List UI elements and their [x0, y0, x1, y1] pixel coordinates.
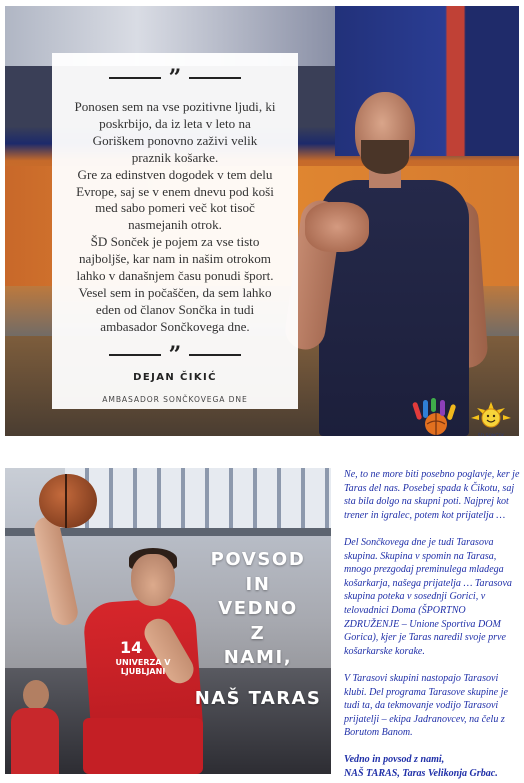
ambassador-photo	[5, 6, 519, 439]
quote-line: poskrbijo, da iz leta v leto na	[99, 115, 251, 131]
basketball-icon	[39, 474, 97, 528]
quote-line: Vesel sem in počaščen, da sem lahko	[78, 284, 272, 300]
figure-beard	[361, 140, 409, 174]
spectator-figure	[11, 680, 59, 774]
article-closing-line: NAŠ TARAS, Taras Velikonja Grbac.	[344, 768, 498, 780]
figure-clapping-hands	[305, 202, 369, 252]
quote-line: eden od članov Sončka in tudi	[95, 301, 255, 317]
article-paragraph: Ne, to ne more biti posebno poglavje, ker je Taras del nas. Posebej spada k Čikotu, saj sta bila dolgo na skupni poti. Najprej kot trener in igralec, potem kot prijatelja …	[344, 469, 520, 521]
article-closing-line: Vedno in povsod z nami,	[344, 754, 445, 766]
hall-windows	[65, 468, 331, 528]
tribute-overlay-text	[173, 548, 331, 711]
quote-line: Ponosen sem na vse pozitivne ljudi, ki	[74, 99, 276, 114]
ambassador-figure	[293, 92, 483, 436]
quote-rule-line	[189, 354, 241, 356]
sun-logo-caption: ŠD SONČEK	[477, 434, 505, 439]
article-column	[344, 468, 522, 781]
overlay-line: IN	[245, 573, 271, 595]
quote-line: Goriškem ponovno zaživi velik	[92, 132, 258, 148]
quote-line: nasmejanih otrok.	[128, 217, 222, 233]
quote-line: Evrope, saj se v enem dnevu pod koši	[76, 183, 274, 199]
quote-line: lahko v današnjem času ponudi šport.	[76, 268, 274, 284]
jersey-number: 14	[120, 638, 143, 657]
quote-rule-line	[109, 77, 161, 79]
quote-mark-icon: ”	[168, 341, 182, 368]
quote-line: med sabo pomeri več kot tisoč	[95, 200, 255, 216]
overlay-line: Z	[250, 622, 266, 644]
sun-logo-icon	[471, 402, 511, 439]
hands-logo-icon	[409, 398, 465, 436]
quote-rule-top	[66, 65, 284, 91]
overlay-tag: NAŠ TARAS	[194, 687, 322, 709]
overlay-line: NAMI,	[223, 647, 293, 668]
quote-author: DEJAN ČIKIĆ	[133, 371, 217, 383]
tribute-photo	[5, 468, 331, 774]
quote-line: Gre za edinstven dogodek v tem delu	[77, 166, 273, 182]
quote-line: ambasador Sončkovega dne.	[100, 318, 250, 334]
quote-line: praznik košarke.	[131, 149, 219, 165]
quote-line: najboljše, kar nam in našim otrokom	[78, 251, 271, 267]
overlay-line: POVSOD	[210, 549, 306, 570]
player-head	[131, 554, 175, 606]
player-shorts	[83, 718, 203, 774]
spectator-head	[23, 680, 49, 710]
quote-rule-line	[109, 354, 161, 356]
quote-author-role: AMBASADOR SONČKOVEGA DNE	[102, 394, 248, 404]
jersey-text: UNIVERZA V LJUBLJANI	[115, 658, 171, 676]
overlay-line: VEDNO	[218, 598, 298, 619]
quote-text	[66, 99, 284, 336]
quote-rule-bottom	[66, 341, 284, 368]
quote-mark-icon: ”	[168, 65, 182, 91]
article-paragraph: V Tarasovi skupini nastopajo Tarasovi klubi. Del programa Tarasove skupine je tudi ta, da tekmovanje vodijo Tarasovi prijatelji – ekipa Jadranovcev, na čelu z Borutom Banom.	[344, 672, 508, 739]
spectator-body	[11, 708, 59, 774]
quote-rule-line	[189, 77, 241, 79]
quote-line: ŠD Sonček je pojem za vse tisto	[90, 234, 260, 250]
quote-card	[52, 53, 298, 409]
article-paragraph: Del Sončkovega dne je tudi Tarasova skupina. Skupina v spomin na Tarasa, mnogo prezgodaj preminulega mladega košarkarja, našega prijatelja … Tarasova skupina poteka v sosednji Gorici, v telovadnici Doma (ŠPORTNO ZDRUŽENJE – Unione Sportiva DOM Gorica), kjer je Taras naredil svoje prve košarkarske korake.	[344, 536, 512, 657]
